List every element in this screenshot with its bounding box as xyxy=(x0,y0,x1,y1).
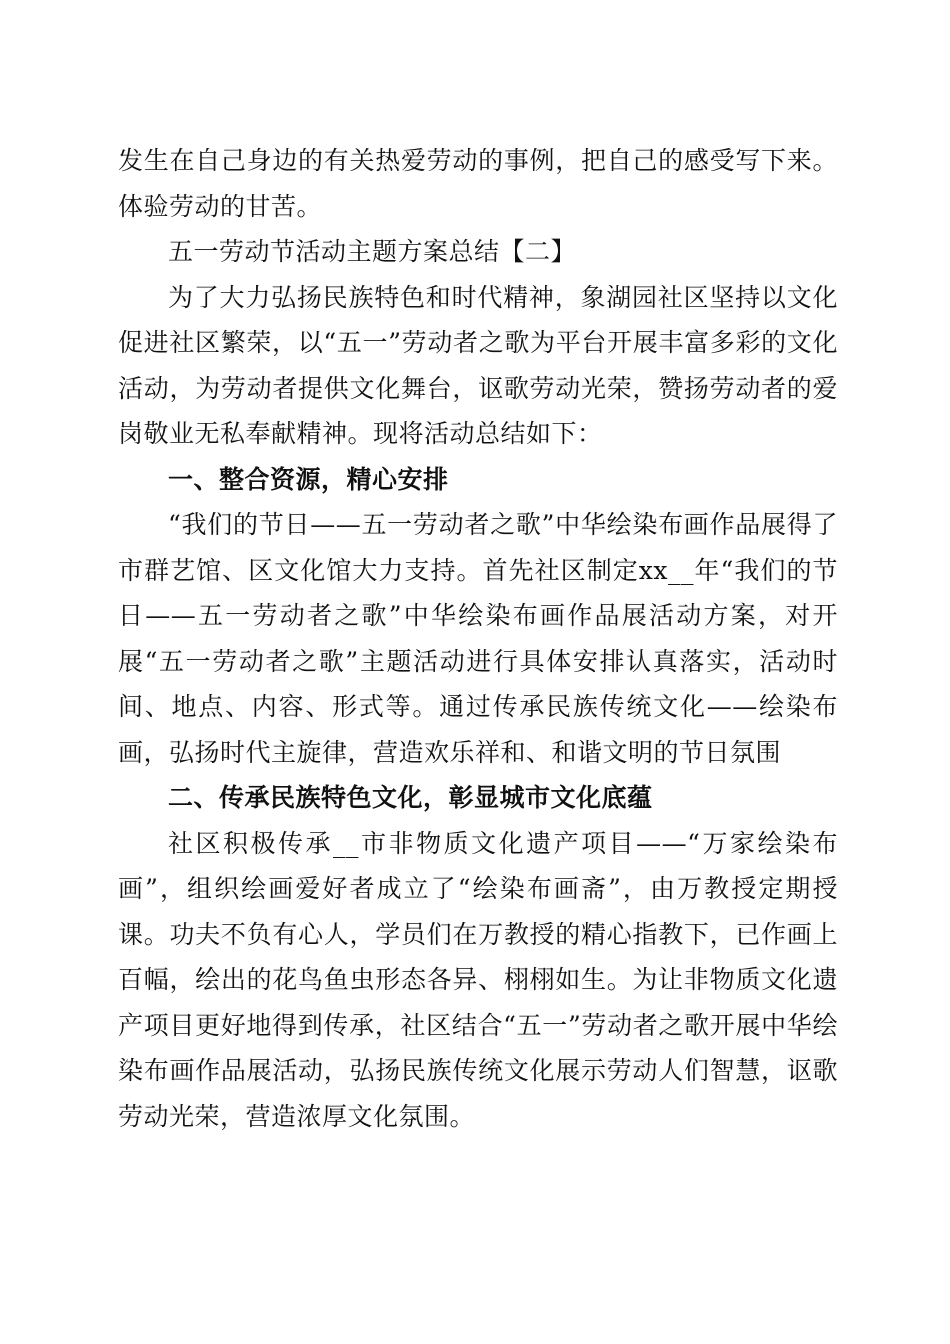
paragraph-inherit-culture: 社区积极传承__市非物质文化遗产项目——“万家绘染布画”，组织绘画爱好者成立了“绘染布画斋”，由万教授定期授课。功夫不负有心人，学员们在万教授的精心指教下，已作画上百幅，绘出的花鸟鱼虫形态各异、栩栩如生。为让非物质文化遗产项目更好地得到传承，社区结合“五一”劳动者之歌开展中华绘染布画作品展活动，弘扬民族传统文化展示劳动人们智慧，讴歌劳动光荣，营造浓厚文化氛围。 xyxy=(118,828,838,1131)
document-body xyxy=(118,138,838,1139)
heading-inherit-culture: 二、传承民族特色文化，彰显城市文化底蕴 xyxy=(168,783,653,812)
heading-integrate-resources: 一、整合资源，精心安排 xyxy=(168,464,449,494)
paragraph-continuation: 发生在自己身边的有关热爱劳动的事例，把自己的感受写下来。体验劳动的甘苦。 xyxy=(118,146,838,221)
paragraph-integrate-resources: “我们的节日——五一劳动者之歌”中华绘染布画作品展得了市群艺馆、区文化馆大力支持。首先社区制定xx__年“我们的节日——五一劳动者之歌”中华绘染布画作品展活动方案，对开展“五一劳动者之歌”主题活动进行具体安排认真落实，活动时间、地点、内容、形式等。通过传承民族传统文化——绘染布画，弘扬时代主旋律，营造欢乐祥和、和谐文明的节日氛围 xyxy=(118,510,838,767)
paragraph-intro: 为了大力弘扬民族特色和时代精神，象湖园社区坚持以文化促进社区繁荣，以“五一”劳动者之歌为平台开展丰富多彩的文化活动，为劳动者提供文化舞台，讴歌劳动光荣，赞扬劳动者的爱岗敬业无私奉献精神。现将活动总结如下： xyxy=(118,282,838,448)
section-title: 五一劳动节活动主题方案总结【二】 xyxy=(168,237,577,266)
